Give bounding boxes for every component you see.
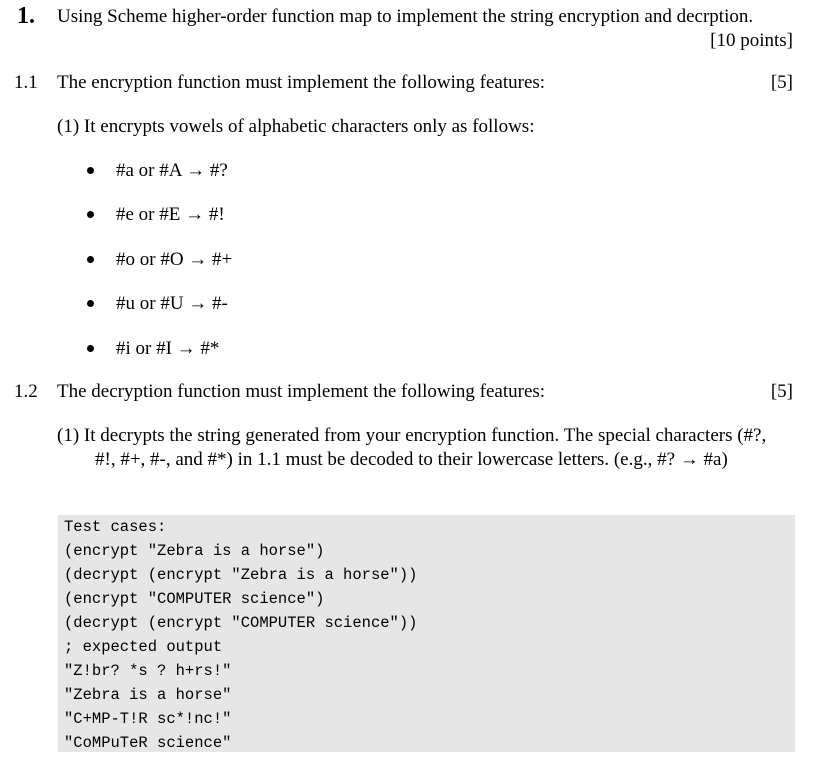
section-1-1-title: The encryption function must implement the following features: [57, 72, 546, 93]
bullet-dot-icon [87, 167, 94, 174]
question-points: [10 points] [710, 30, 793, 51]
section-1-1-points: [5] [770, 72, 793, 93]
code-line: "Zebra is a horse" [64, 686, 232, 704]
code-line: "CoMPuTeR science" [64, 734, 232, 752]
paragraph-line-1: (1) It decrypts the string generated from your encryption function. The special characters (#?, [57, 425, 767, 446]
code-line: ; expected output [64, 638, 223, 656]
section-1-2-title: The decryption function must implement the following features: [57, 381, 546, 402]
section-1-2-points: [5] [770, 381, 793, 402]
bullet-dot-icon [87, 211, 94, 218]
code-line: "C+MP-T!R sc*!nc!" [64, 710, 232, 728]
paragraph-line-2: #!, #+, #-, and #*) in 1.1 must be decoded to their lowercase letters. (e.g., #? → #a) [95, 449, 728, 470]
bullet-dot-icon [87, 300, 94, 307]
section-1-2-number: 1.2 [14, 381, 38, 402]
bullet-dot-icon [87, 345, 94, 352]
question-number: 1. [17, 3, 35, 29]
code-line: Test cases: [64, 518, 167, 536]
bullet-dot-icon [87, 256, 94, 263]
code-line: "Z!br? *s ? h+rs!" [64, 662, 232, 680]
code-line: (encrypt "Zebra is a horse") [64, 542, 325, 560]
code-line: (encrypt "COMPUTER science") [64, 590, 325, 608]
bullet-text: #i or #I → #* [116, 338, 220, 359]
section-1-1-number: 1.1 [14, 72, 38, 93]
code-block [58, 515, 795, 752]
section-1-2-paragraph [57, 424, 817, 472]
section-1-1-subitem: (1) It encrypts vowels of alphabetic characters only as follows: [57, 116, 535, 137]
code-line: (decrypt (encrypt "Zebra is a horse")) [64, 566, 418, 584]
code-line: (decrypt (encrypt "COMPUTER science")) [64, 614, 418, 632]
bullet-text: #a or #A → #? [116, 160, 228, 181]
bullet-text: #u or #U → #- [116, 293, 228, 314]
bullet-text: #e or #E → #! [116, 204, 225, 225]
bullet-text: #o or #O → #+ [116, 249, 233, 270]
question-text: Using Scheme higher-order function map to implement the string encryption and decrption. [57, 6, 754, 27]
